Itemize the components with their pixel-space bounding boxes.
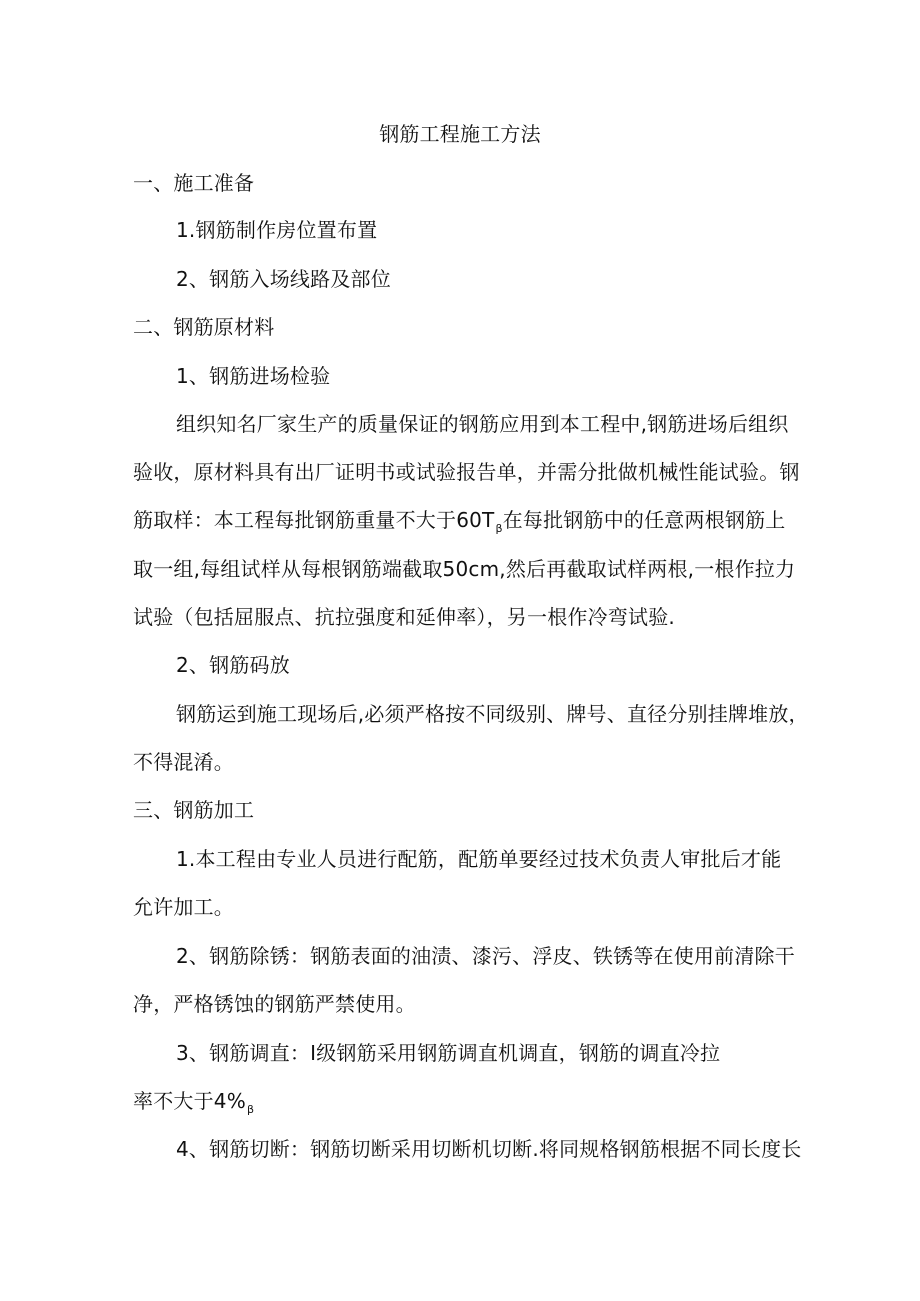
document-title: 钢筋工程施工方法 [379,122,541,146]
paragraph-line: 允许加工。 [133,895,234,919]
paragraph-line: 不得混淆。 [133,750,234,774]
paragraph-line: 3、钢筋调直：I级钢筋采用钢筋调直机调直，钢筋的调直冷拉 [176,1041,721,1065]
paragraph-text: 筋取样：本工程每批钢筋重量不大于60T [133,508,495,532]
section-heading-2: 二、钢筋原材料 [133,315,275,339]
paragraph-line: 1.本工程由专业人员进行配筋，配筋单要经过技术负责人审批后才能 [176,847,782,871]
section-heading-3: 三、钢筋加工 [133,798,255,822]
paragraph-line: 钢筋运到施工现场后,必须严格按不同级别、牌号、直径分别挂牌堆放， [176,702,809,726]
paragraph-line: 4、钢筋切断：钢筋切断采用切断机切断.将同规格钢筋根据不同长度长 [176,1137,802,1161]
paragraph-line [0,506,920,534]
paragraph-text: 在每批钢筋中的任意两根钢筋上 [502,508,786,532]
subscript-text: β [246,1103,255,1116]
paragraph-line: 组织知名厂家生产的质量保证的钢筋应用到本工程中,钢筋进场后组织 [176,412,789,436]
paragraph-line: 验收，原材料具有出厂证明书或试验报告单，并需分批做机械性能试验。钢 [133,460,800,484]
paragraph-line: 2、钢筋除锈：钢筋表面的油渍、漆污、浮皮、铁锈等在使用前清除干 [176,944,795,968]
subsection-1-1: 1.钢筋制作房位置布置 [176,218,378,242]
subscript-text: β [495,522,503,535]
subsection-1-2: 2、钢筋入场线路及部位 [176,267,391,291]
paragraph-text: 率不大于4% [133,1089,246,1113]
paragraph-line: 净，严格锈蚀的钢筋严禁使用。 [133,992,416,1016]
paragraph-line: 试验（包括屈服点、抗拉强度和延伸率），另一根作冷弯试验. [133,605,675,629]
subsection-2-2: 2、钢筋码放 [176,653,290,677]
paragraph-line: 取一组,每组试样从每根钢筋端截取50cm,然后再截取试样两根,一根作拉力 [133,557,796,581]
section-heading-1: 一、施工准备 [133,171,255,195]
subsection-2-1: 1、钢筋进场检验 [176,364,331,388]
paragraph-line [0,1087,920,1115]
